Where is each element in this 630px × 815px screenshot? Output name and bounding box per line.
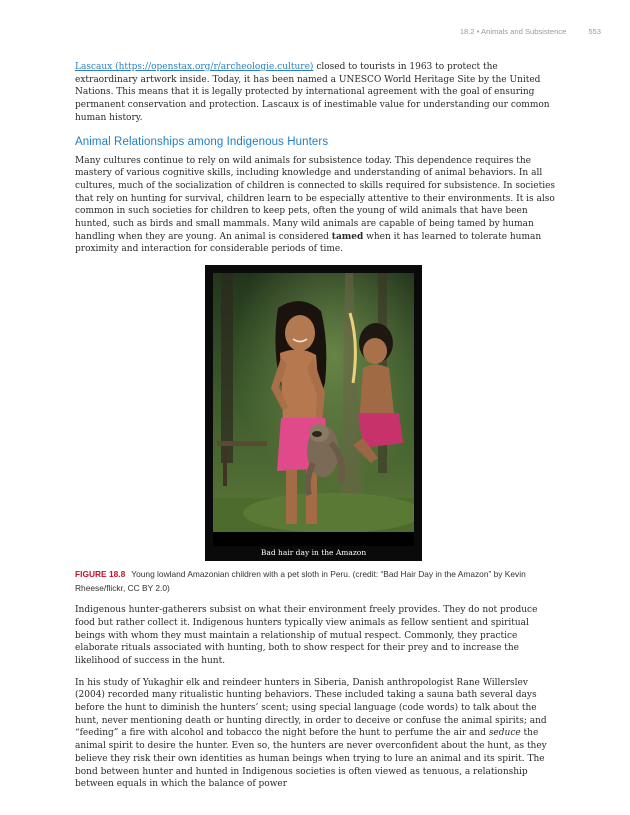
emphasized-word: seduce — [488, 728, 521, 739]
section-heading: Animal Relationships among Indigenous Hunters — [75, 135, 329, 148]
paragraph-2: Indigenous hunter-gatherers subsist on what their environment freely provides. They do not produce food but rather collect it. Indigenous hunters typically view animals as fellow sentient and spiritual beings with whom they must maintain a relationship of mutual respect. Commonly, they practice elaborate rituals associated with hunting, both to show respect for their prey and to increase the likelihood of success in the hunt. — [75, 605, 538, 666]
page-number: 553 — [588, 27, 601, 36]
photo-illustration — [213, 273, 414, 546]
main-content — [75, 61, 557, 791]
figure-label: FIGURE 18.8 — [75, 569, 126, 580]
paragraph-3: In his study of Yukaghir elk and reindeer hunters in Siberia, Danish anthropologist Rane Willerslev (2004) recorded many ritualistic hunting behaviors. These included taking a sauna bath several days before the hunt to diminish the hunters’ scent; using special language (code words) to talk about the hunt, never mentioning death or hunting directly, in order to deceive or confuse the animal spirits; and “feeding” a fire with alcohol and tobacco the night before the hunt to perfume the air and seduce the animal spirit to desire the hunter. Even so, the hunters are never overconfident about the hunt, as they believe they risk their own identities as human beings when trying to lure an animal and its spirit. The bond between hunter and hunted in Indigenous societies is often viewed as tenuous, a relationship between equals in which the balance of power — [75, 677, 547, 790]
figure-photo — [205, 265, 422, 561]
lascaux-link[interactable]: Lascaux (https://openstax.org/r/archeologie.culture) — [75, 62, 314, 72]
running-header — [460, 27, 601, 36]
figure-caption — [75, 567, 557, 595]
paragraph-1: Many cultures continue to rely on wild animals for subsistence today. This dependence requires the mastery of various cognitive skills, including knowledge and understanding of animal behaviors. In all cultures, much of the socialization of children is connected to skills required for subsistence. In societies that rely on hunting for survival, children learn to be especially attentive to their environments. It is also common in such societies for children to keep pets, often the young of wild animals that have been hunted, such as birds and small mammals. Many wild animals are capable of being tamed by human handling when they are young. An animal is considered tamed when it has learned to tolerate human proximity and interaction for considerable periods of time. — [75, 155, 556, 255]
key-term: tamed — [331, 231, 364, 242]
photo-caption: Bad hair day in the Amazon — [260, 548, 367, 558]
figure — [75, 265, 557, 595]
intro-text: closed to tourists in 1963 to protect the extraordinary artwork inside. Today, it has been named a UNESCO World Heritage Site by the United Nations. This means that it is legally protected by international agreement with the goal of ensuring permanent conservation and protection. Lascaux is of inestimable value for understanding our common human history. — [75, 62, 550, 123]
figure-caption-text: Young lowland Amazonian children with a pet sloth in Peru. (credit: “Bad Hair Day in the Amazon” by Kevin Rheese/flickr, CC BY 2.0) — [75, 569, 526, 594]
intro-paragraph — [75, 61, 557, 125]
section-title: 18.2 • Animals and Subsistence — [459, 27, 567, 36]
